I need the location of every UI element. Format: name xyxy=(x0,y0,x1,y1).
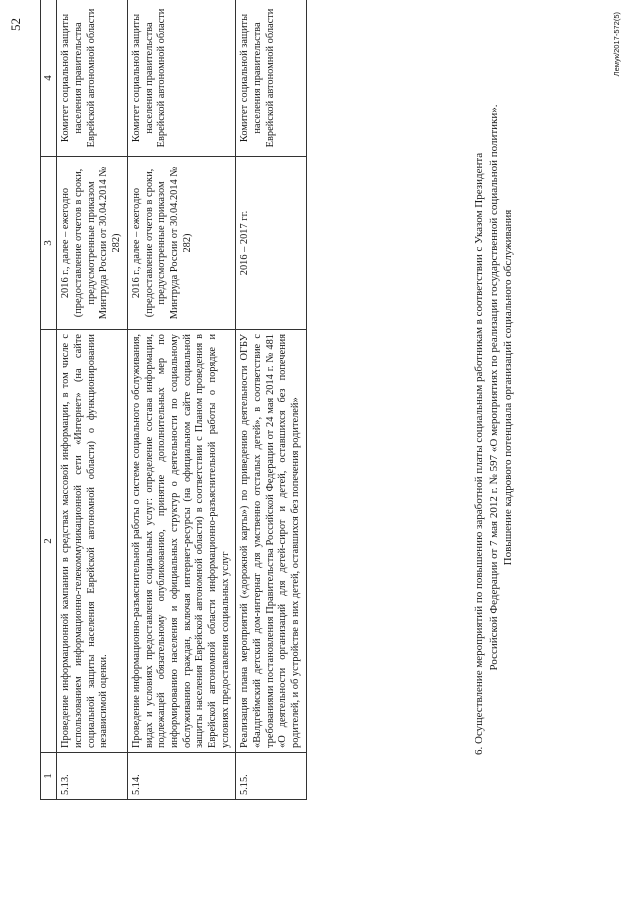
section-heading-line-2: Российской Федерации от 7 мая 2012 г. № 597 «О мероприятиях по реализации государственной социальной политики». xyxy=(487,104,500,671)
row-description: Проведение информационной кампании в средствах массовой информации, в том числе с использованием информационно-телекоммуникационной сети «Интернет» (на сайте социальной защиты населения Еврейской автономной области) о функционировании независимой оценки. xyxy=(57,330,127,753)
section-heading-line-1: 6. Осуществление мероприятий по повышению заработной платы социальным работникам в соответствии с Указом Президента xyxy=(473,152,485,755)
row-deadline: 2016 г., далее – ежегодно (предоставление отчетов в сроки, предусмотренные приказом Минтруда России от 30.04.2014 № 282) xyxy=(57,157,127,330)
row-number: 5.15. xyxy=(236,753,306,800)
header-col-1: 1 xyxy=(41,753,57,800)
header-col-3: 3 xyxy=(41,157,57,330)
page-number: 52 xyxy=(8,18,23,31)
row-number: 5.14. xyxy=(127,753,236,800)
row-deadline: 2016 г., далее – ежегодно (предоставление отчетов в сроки, предусмотренные приказом Минтруда России от 30.04.2014 № 282) xyxy=(127,157,236,330)
footer-stamp: Лемук/2017-572(5) xyxy=(612,12,621,77)
section-heading-line-3: Повышение кадрового потенциала организаций социального обслуживания xyxy=(502,209,515,566)
row-deadline: 2016 – 2017 гг. xyxy=(236,157,306,330)
header-col-2: 2 xyxy=(41,330,57,753)
row-description: Реализация плана мероприятий («дорожной карты») по приведению деятельности ОГБУ «Валдгеймский детский дом-интернат для умственно отсталых детей», в соответствие с требованиями постановления Правительства Российской Федерации от 24 мая 2014 г. № 481 «О деятельности организаций для детей-сирот и детей, оставшихся без попечения родителей, и об устройстве в них детей, оставшихся без попечения родителей» xyxy=(236,330,306,753)
table-header-row xyxy=(41,0,57,800)
table-row xyxy=(236,0,306,800)
row-responsible: Комитет социальной защиты населения правительства Еврейской автономной области xyxy=(127,0,236,157)
table-row xyxy=(127,0,236,800)
table-row xyxy=(57,0,127,800)
row-responsible: Комитет социальной защиты населения правительства Еврейской автономной области xyxy=(57,0,127,157)
row-responsible: Комитет социальной защиты населения правительства Еврейской автономной области xyxy=(236,0,306,157)
measures-table xyxy=(40,0,307,800)
row-description: Проведение информационно-разъяснительной работы о системе социального обслуживания, видах и условиях предоставления социальных услуг: определение состава информации, подлежащей обязательному опубликованию, принятие дополнительных мер по информированию населения и официальных структур о деятельности по социальному обслуживанию граждан, включая интернет-ресурсы (на официальном сайте социальной защиты населения Еврейской автономной области) в соответствии с Планом проведения в Еврейской автономной области информационно-разъяснительной работы о порядке и условиях предоставления социальных услуг xyxy=(127,330,236,753)
row-number: 5.13. xyxy=(57,753,127,800)
header-col-4: 4 xyxy=(41,0,57,157)
section-heading xyxy=(472,20,516,755)
